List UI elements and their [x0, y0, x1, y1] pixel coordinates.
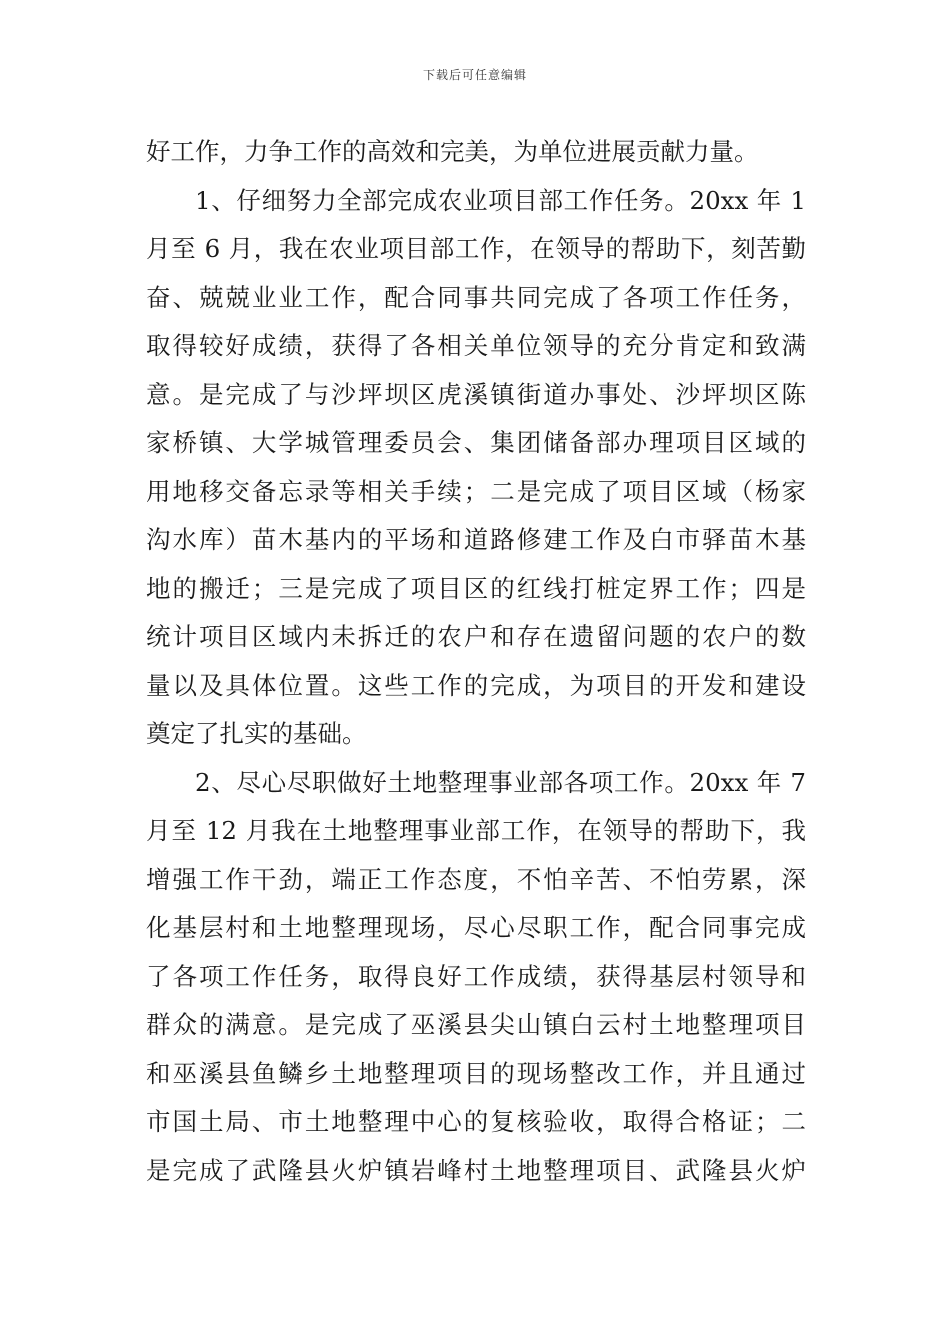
paragraph — [146, 177, 806, 759]
text-line: 奠定了扎实的基础。 — [146, 719, 367, 748]
text-line: 好工作，力争工作的高效和完美，为单位进展贡献力量。 — [146, 137, 759, 166]
text-line: 地的搬迁；三是完成了项目区的红线打桩定界工作；四是 — [146, 573, 806, 603]
paragraph — [146, 128, 806, 177]
text-line: 群众的满意。是完成了巫溪县尖山镇白云村土地整理项目 — [146, 1010, 806, 1039]
text-line: 是完成了武隆县火炉镇岩峰村土地整理项目、武隆县火炉 — [146, 1155, 806, 1185]
page-header-note: 下载后可任意编辑 — [422, 68, 527, 82]
text-line: 月至 12 月我在土地整理事业部工作，在领导的帮助下，我 — [146, 816, 806, 845]
text-line: 月至 6 月，我在农业项目部工作，在领导的帮助下，刻苦勤 — [146, 234, 806, 263]
text-line: 取得较好成绩，获得了各相关单位领导的充分肯定和致满 — [146, 331, 806, 360]
text-line: 市国土局、市土地整理中心的复核验收，取得合格证；二 — [146, 1107, 806, 1136]
text-line: 量以及具体位置。这些工作的完成，为项目的开发和建设 — [146, 670, 806, 700]
text-line: 意。是完成了与沙坪坝区虎溪镇街道办事处、沙坪坝区陈 — [146, 379, 806, 409]
text-line: 奋、兢兢业业工作，配合同事共同完成了各项工作任务， — [146, 282, 806, 312]
text-line: 和巫溪县鱼鳞乡土地整理项目的现场整改工作，并且通过 — [146, 1058, 806, 1088]
paragraph — [146, 759, 806, 1196]
text-line: 1、仔细努力全部完成农业项目部工作任务。20xx 年 1 — [195, 185, 806, 215]
text-line: 家桥镇、大学城管理委员会、集团储备部办理项目区域的 — [146, 428, 806, 457]
text-line: 2、尽心尽职做好土地整理事业部各项工作。20xx 年 7 — [195, 767, 806, 797]
text-line: 用地移交备忘录等相关手续；二是完成了项目区域（杨家 — [146, 476, 806, 506]
text-line: 沟水库）苗木基内的平场和道路修建工作及白市驿苗木基 — [146, 525, 806, 554]
text-line: 增强工作干劲，端正工作态度，不怕辛苦、不怕劳累，深 — [146, 864, 806, 894]
text-line: 统计项目区域内未拆迁的农户和存在遗留问题的农户的数 — [146, 622, 806, 651]
document-body — [146, 128, 806, 1195]
text-line: 了各项工作任务，取得良好工作成绩，获得基层村领导和 — [146, 961, 806, 991]
text-line: 化基层村和土地整理现场，尽心尽职工作，配合同事完成 — [146, 913, 806, 942]
